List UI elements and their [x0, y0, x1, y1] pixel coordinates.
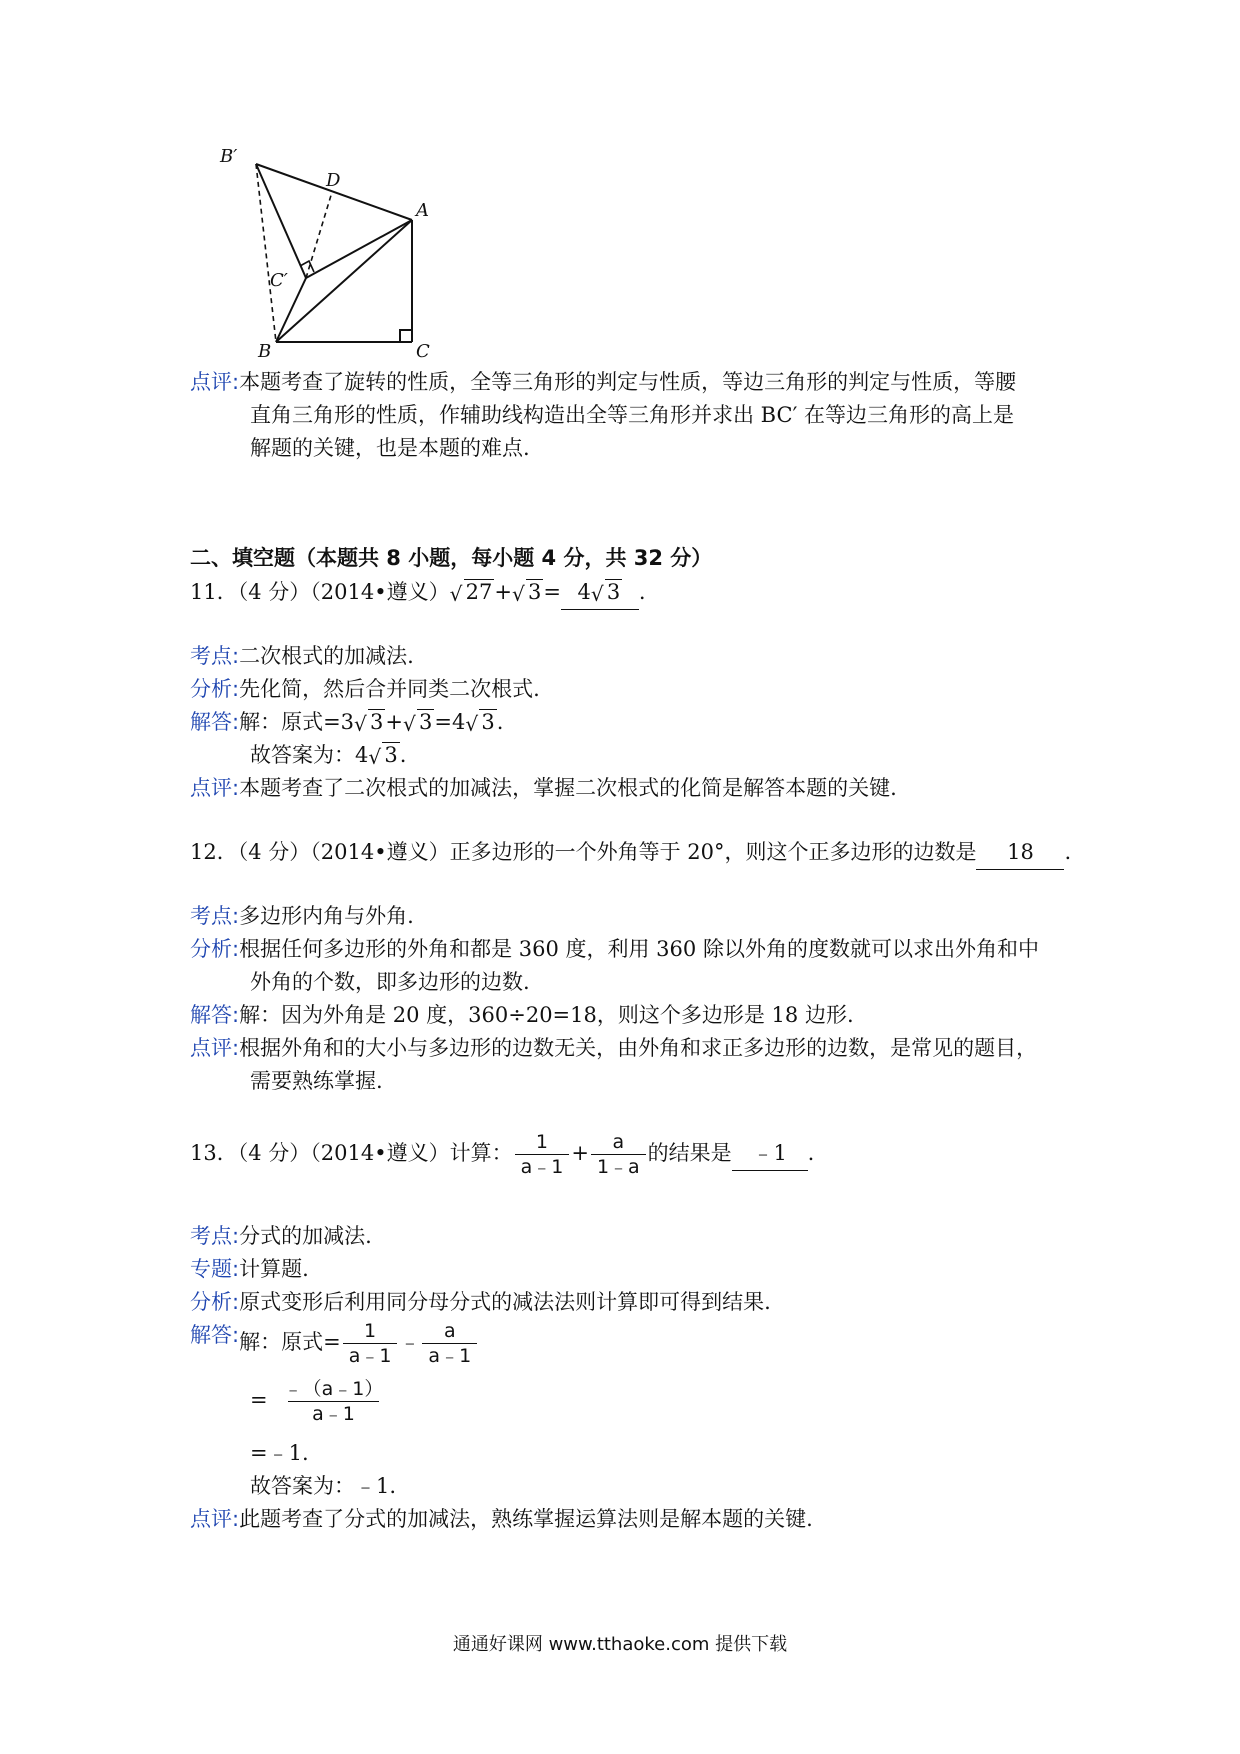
q11-suffix: .	[638, 580, 646, 604]
q13-dianping: 此题考查了分式的加减法，熟练掌握运算法则是解本题的关键.	[239, 1507, 813, 1531]
edge-b-a	[276, 220, 412, 342]
q13-jieda-label: 解答:	[190, 1323, 240, 1347]
question-11	[190, 576, 646, 610]
question-12	[190, 836, 1071, 870]
dashed-bprime-b	[256, 164, 276, 342]
q12-suffix: .	[1064, 840, 1072, 864]
q11-jieda-label: 解答:	[190, 710, 240, 734]
q13-mid: 的结果是	[647, 1141, 732, 1165]
footer: 通通好课网 www.tthaoke.com 提供下载	[452, 1634, 788, 1655]
q13-suffix: .	[807, 1141, 815, 1165]
q12-kaodian: 多边形内角与外角.	[239, 904, 414, 928]
q13-kaodian-label: 考点:	[190, 1224, 240, 1248]
right-angle-c	[400, 330, 412, 342]
q13-analysis	[190, 1220, 1070, 1536]
q11-jieda: 解：原式=3 √ 3+ √ 3=4 √ 3.	[239, 710, 504, 736]
label-b: B	[258, 341, 272, 362]
q11-answer-line: 故答案为：4 √ 3.	[250, 743, 407, 769]
q11-fenxi-label: 分析:	[190, 677, 240, 701]
q13-answer-line: 故答案为：﹣1.	[250, 1474, 397, 1498]
section-heading: 二、填空题（本题共 8 小题，每小题 4 分，共 32 分）	[190, 546, 713, 570]
q12-fenxi-1: 根据任何多边形的外角和都是 360 度，利用 360 除以外角的度数就可以求出外角和中	[239, 937, 1039, 961]
q13-plus: +	[571, 1141, 589, 1165]
question-13	[190, 1130, 814, 1179]
q13-dianping-label: 点评:	[190, 1507, 240, 1531]
edge-cprime-a	[306, 220, 412, 278]
q11-fenxi: 先化简，然后合并同类二次根式.	[239, 677, 540, 701]
q13-fraction-2: $\frac{a}{1﹣a}$	[591, 1130, 646, 1179]
label-cprime: C′	[270, 270, 288, 291]
q13-fenxi: 原式变形后利用同分母分式的减法法则计算即可得到结果.	[239, 1290, 771, 1314]
q12-kaodian-label: 考点:	[190, 904, 240, 928]
q11-kaodian: 二次根式的加减法.	[239, 644, 414, 668]
q12-analysis	[190, 900, 1070, 1098]
review-top	[190, 366, 1070, 465]
label-bprime: B′	[220, 146, 238, 167]
q13-prefix: 13．（4 分）（2014•遵义）计算：	[190, 1141, 513, 1165]
q13-zhuanti-label: 专题:	[190, 1257, 240, 1281]
label-c: C	[416, 341, 430, 362]
q12-fenxi-2: 外角的个数，即多边形的边数.	[250, 970, 530, 994]
q13-step-2: = $\frac{﹣(a﹣1)}{a﹣1}$	[250, 1378, 384, 1425]
sqrt-27: √ 27	[449, 580, 493, 606]
q11-eq: =	[543, 580, 561, 604]
q12-dianping-2: 需要熟练掌握.	[250, 1069, 383, 1093]
q12-jieda-label: 解答:	[190, 1003, 240, 1027]
edge-bprime-cprime	[256, 164, 306, 278]
review-line-3: 解题的关键，也是本题的难点.	[250, 436, 530, 460]
review-line-1: 本题考查了旋转的性质，全等三角形的判定与性质，等边三角形的判定与性质，等腰	[239, 370, 1017, 394]
label-d: D	[326, 170, 341, 191]
q13-zhuanti: 计算题.	[239, 1257, 309, 1281]
q11-kaodian-label: 考点:	[190, 644, 240, 668]
q11-analysis	[190, 640, 1070, 805]
q11-dianping: 本题考查了二次根式的加减法，掌握二次根式的化简是解答本题的关键.	[239, 776, 897, 800]
q12-jieda: 解：因为外角是 20 度，360÷20=18，则这个多边形是 18 边形.	[239, 1003, 854, 1027]
q11-answer-blank: 4 √ 3	[561, 576, 639, 610]
label-a: A	[416, 200, 429, 221]
q11-dianping-label: 点评:	[190, 776, 240, 800]
q13-answer-blank: ﹣1	[732, 1137, 808, 1171]
q13-fenxi-label: 分析:	[190, 1290, 240, 1314]
sqrt-3: √ 3	[511, 580, 542, 606]
q13-kaodian: 分式的加减法.	[239, 1224, 372, 1248]
q11-prefix: 11．（4 分）（2014•遵义）	[190, 580, 450, 604]
q12-answer-blank: 18	[976, 836, 1064, 870]
review-line-2: 直角三角形的性质，作辅助线构造出全等三角形并求出 BC′ 在等边三角形的高上是	[250, 403, 1015, 427]
q12-fenxi-label: 分析:	[190, 937, 240, 961]
q13-step-3: =﹣1.	[250, 1441, 309, 1465]
q12-dianping-label: 点评:	[190, 1036, 240, 1060]
review-label: 点评:	[190, 370, 240, 394]
q11-plus: +	[494, 580, 512, 604]
q12-text: 12．（4 分）（2014•遵义）正多边形的一个外角等于 20°，则这个正多边形的边数是	[190, 840, 977, 864]
q13-step-1: 解：原式= $\frac{1}{a﹣1}$ ﹣ $\frac{a}{a﹣1}$	[239, 1330, 479, 1354]
q13-fraction-1: $\frac{1}{a﹣1}$	[515, 1130, 570, 1179]
q12-dianping-1: 根据外角和的大小与多边形的边数无关，由外角和求正多边形的边数，是常见的题目，	[239, 1036, 1038, 1060]
